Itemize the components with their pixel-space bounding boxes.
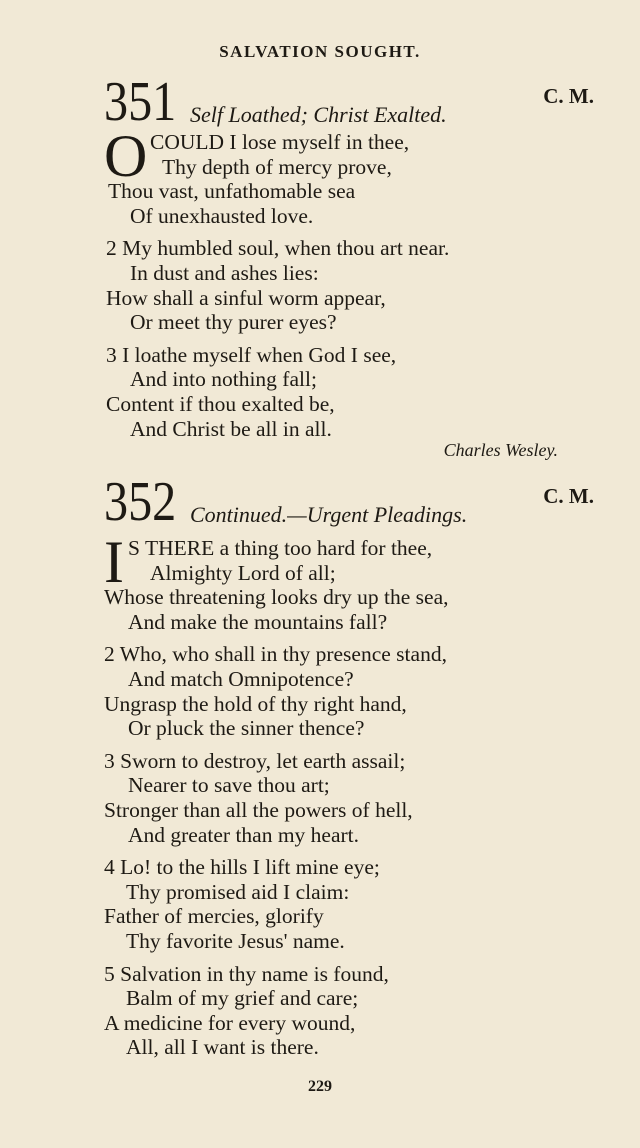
verse-line: Whose threatening looks dry up the sea, bbox=[104, 585, 449, 610]
verse-line: Thy depth of mercy prove, bbox=[162, 154, 392, 179]
drop-cap: O bbox=[104, 123, 148, 189]
stanza-1 bbox=[0, 529, 640, 634]
verse-line: 3 I loathe myself when God I see, bbox=[106, 342, 397, 367]
stanza-4 bbox=[0, 855, 640, 953]
drop-cap: I bbox=[104, 529, 124, 595]
verse-line: Or meet thy purer eyes? bbox=[130, 310, 337, 335]
verse-line: Father of mercies, glorify bbox=[104, 904, 324, 929]
verse-line: Stronger than all the powers of hell, bbox=[104, 797, 413, 822]
verse-line: And into nothing fall; bbox=[130, 367, 317, 392]
verse-line: Thy favorite Jesus' name. bbox=[126, 928, 345, 953]
verse-line: Ungrasp the hold of thy right hand, bbox=[104, 691, 407, 716]
verse-line: Thy promised aid I claim: bbox=[126, 879, 350, 904]
verse-line: Almighty Lord of all; bbox=[150, 560, 336, 585]
hymn-meter: C. M. bbox=[543, 484, 594, 508]
verse-line: 2 My humbled soul, when thou art near. bbox=[106, 236, 450, 261]
verse-line: 2 Who, who shall in thy presence stand, bbox=[104, 642, 447, 667]
hymn-number: 351 bbox=[104, 71, 177, 133]
page-number: 229 bbox=[308, 1078, 332, 1095]
verse-line: Nearer to save thou art; bbox=[128, 773, 330, 798]
hymn-author: Charles Wesley. bbox=[443, 440, 558, 460]
hymn-title: Continued.—Urgent Pleadings. bbox=[190, 502, 468, 527]
verse-line: 5 Salvation in thy name is found, bbox=[104, 961, 389, 986]
verse-line: 4 Lo! to the hills I lift mine eye; bbox=[104, 855, 380, 880]
hymn-meter: C. M. bbox=[543, 84, 594, 108]
stanza-3 bbox=[0, 749, 640, 847]
verse-line: And make the mountains fall? bbox=[128, 609, 388, 634]
hymn-heading bbox=[0, 471, 640, 533]
hymn-heading bbox=[0, 71, 640, 133]
verse-line: In dust and ashes lies: bbox=[130, 260, 319, 285]
verse-line: How shall a sinful worm appear, bbox=[106, 285, 386, 310]
stanza-3 bbox=[0, 343, 640, 441]
stanza-5 bbox=[0, 962, 640, 1060]
hymn-351 bbox=[0, 71, 640, 460]
verse-line: 3 Sworn to destroy, let earth assail; bbox=[104, 748, 406, 773]
stanza-1 bbox=[0, 123, 640, 228]
verse-line: Balm of my grief and care; bbox=[126, 986, 359, 1011]
verse-line: Thou vast, unfathomable sea bbox=[108, 179, 356, 204]
hymn-number: 352 bbox=[104, 471, 177, 533]
verse-line: COULD I lose myself in thee, bbox=[150, 130, 410, 154]
verse-line: A medicine for every wound, bbox=[104, 1010, 356, 1035]
hymn-title: Self Loathed; Christ Exalted. bbox=[190, 102, 447, 127]
verse-line: And match Omnipotence? bbox=[128, 666, 354, 691]
section-header: SALVATION SOUGHT. bbox=[219, 42, 421, 61]
verse-line: All, all I want is there. bbox=[126, 1035, 319, 1060]
verse-line: Of unexhausted love. bbox=[130, 203, 314, 228]
verse-line: And Christ be all in all. bbox=[130, 416, 332, 441]
verse-line: Content if thou exalted be, bbox=[106, 391, 335, 416]
stanza-2 bbox=[0, 236, 640, 334]
verse-line: And greater than my heart. bbox=[128, 822, 360, 847]
hymn-352 bbox=[0, 471, 640, 1068]
verse-line: S THERE a thing too hard for thee, bbox=[128, 536, 433, 560]
stanza-2 bbox=[0, 642, 640, 740]
verse-line: Or pluck the sinner thence? bbox=[128, 716, 365, 741]
